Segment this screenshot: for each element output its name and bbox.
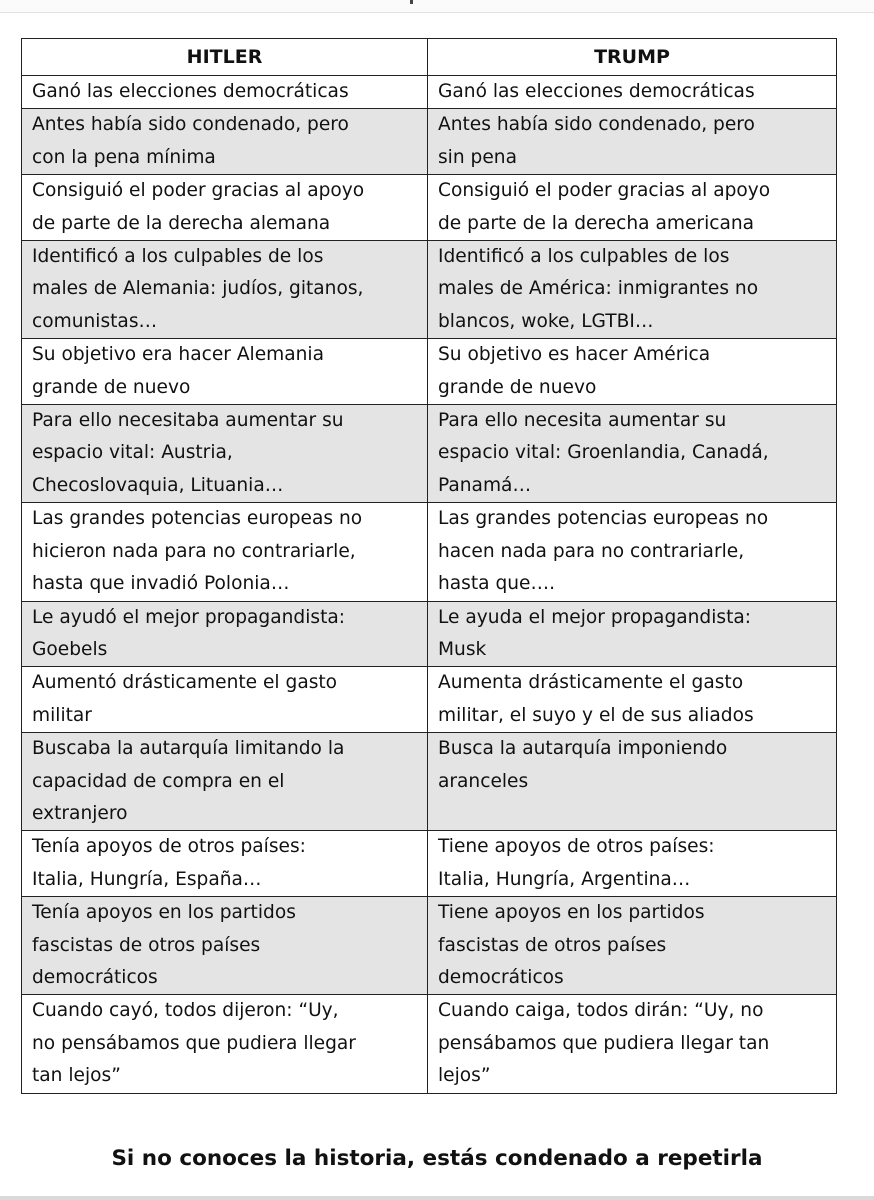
cell-trump: Antes había sido condenado, pero sin pena	[428, 109, 837, 175]
cell-hitler: Ganó las elecciones democráticas	[22, 76, 428, 109]
table-row	[22, 897, 837, 995]
table-row	[22, 175, 837, 241]
cell-trump: Aumenta drásticamente el gasto militar, el suyo y el de sus aliados	[428, 667, 837, 733]
cell-hitler: Las grandes potencias europeas no hicieron nada para no contrariarle, hasta que invadió Polonia…	[22, 503, 428, 601]
table-header-row	[22, 39, 837, 76]
cell-hitler: Tenía apoyos de otros países: Italia, Hungría, España…	[22, 831, 428, 897]
cell-hitler: Consiguió el poder gracias al apoyo de parte de la derecha alemana	[22, 175, 428, 241]
table-row	[22, 667, 837, 733]
cell-hitler: Identificó a los culpables de los males de Alemania: judíos, gitanos, comunistas…	[22, 241, 428, 339]
table-row	[22, 503, 837, 601]
table-row	[22, 405, 837, 503]
table-row	[22, 241, 837, 339]
table-row	[22, 995, 837, 1093]
cell-trump: Tiene apoyos en los partidos fascistas de otros países democráticos	[428, 897, 837, 995]
cell-trump: Cuando caiga, todos dirán: “Uy, no pensábamos que pudiera llegar tan lejos”	[428, 995, 837, 1093]
bottom-strip	[0, 1196, 874, 1200]
comparison-table	[21, 38, 837, 1094]
cell-hitler: Antes había sido condenado, pero con la pena mínima	[22, 109, 428, 175]
cell-hitler: Tenía apoyos en los partidos fascistas de otros países democráticos	[22, 897, 428, 995]
table-row	[22, 733, 837, 831]
cell-hitler: Buscaba la autarquía limitando la capacidad de compra en el extranjero	[22, 733, 428, 831]
cell-trump: Le ayuda el mejor propagandista: Musk	[428, 601, 837, 667]
cell-trump: Para ello necesita aumentar su espacio vital: Groenlandia, Canadá, Panamá…	[428, 405, 837, 503]
table-row	[22, 339, 837, 405]
cell-trump: Consiguió el poder gracias al apoyo de parte de la derecha americana	[428, 175, 837, 241]
cell-hitler: Le ayudó el mejor propagandista: Goebels	[22, 601, 428, 667]
cell-trump: Identificó a los culpables de los males de América: inmigrantes no blancos, woke, LGTBI…	[428, 241, 837, 339]
cell-trump: Busca la autarquía imponiendo aranceles	[428, 733, 837, 831]
table-row	[22, 109, 837, 175]
cell-hitler: Para ello necesitaba aumentar su espacio vital: Austria, Checoslovaquia, Lituania…	[22, 405, 428, 503]
cell-hitler: Cuando cayó, todos dijeron: “Uy, no pensábamos que pudiera llegar tan lejos”	[22, 995, 428, 1093]
top-strip	[0, 0, 874, 13]
table-row	[22, 831, 837, 897]
footer-quote: Si no conoces la historia, estás condenado a repetirla	[111, 1146, 763, 1171]
cell-trump: Las grandes potencias europeas no hacen nada para no contrariarle, hasta que….	[428, 503, 837, 601]
cell-hitler: Aumentó drásticamente el gasto militar	[22, 667, 428, 733]
table-row	[22, 601, 837, 667]
header-trump: TRUMP	[428, 39, 837, 76]
cell-trump: Ganó las elecciones democráticas	[428, 76, 837, 109]
cell-trump: Su objetivo es hacer América grande de nuevo	[428, 339, 837, 405]
table-row	[22, 76, 837, 109]
cell-hitler: Su objetivo era hacer Alemania grande de nuevo	[22, 339, 428, 405]
header-hitler: HITLER	[22, 39, 428, 76]
cell-trump: Tiene apoyos de otros países: Italia, Hungría, Argentina…	[428, 831, 837, 897]
top-marker	[410, 0, 413, 4]
